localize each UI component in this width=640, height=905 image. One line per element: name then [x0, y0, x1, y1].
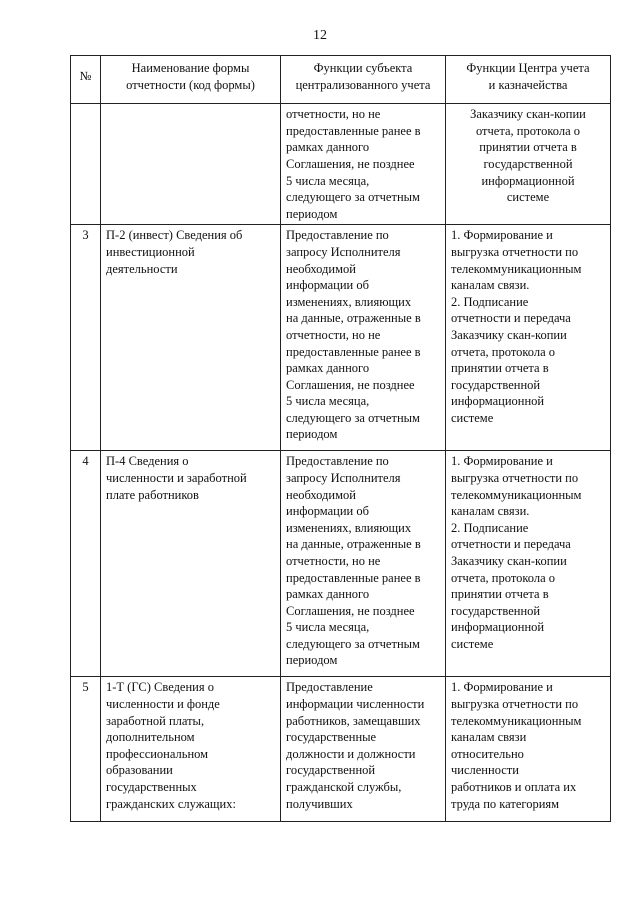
subject-functions-cell: Предоставление по запросу Исполнителя необходимой информации об изменениях, влияющих на данные, отраженные в отчетности, но не предоставленные ранее в рамках данного Соглашения, не позднее 5 числа месяца, следующего за отчетным периодом [281, 451, 446, 677]
subject-functions-cell: Предоставление информации численности работников, замещавших государственные должности и должности государственной гражданской службы, получивших [281, 677, 446, 822]
center-functions-cell: 1. Формирование и выгрузка отчетности по телекоммуникационным каналам связи. 2. Подписание отчетности и передача Заказчику скан-копии отчета, протокола о принятии отчета в государственной информационной системе [446, 225, 611, 451]
form-name-cell [101, 104, 281, 225]
row-number [71, 104, 101, 225]
center-functions-cell: 1. Формирование и выгрузка отчетности по телекоммуникационным каналам связи относительно численности работников и оплата их труда по категориям [446, 677, 611, 822]
table-row [71, 104, 611, 225]
table-row [71, 225, 611, 451]
header-subject-functions: Функции субъекта централизованного учета [281, 56, 446, 104]
row-number: 4 [71, 451, 101, 677]
table-row [71, 451, 611, 677]
row-number: 5 [71, 677, 101, 822]
page-number: 12 [313, 28, 327, 43]
header-number: № [71, 56, 101, 104]
subject-functions-cell: Предоставление по запросу Исполнителя необходимой информации об изменениях, влияющих на данные, отраженные в отчетности, но не предоставленные ранее в рамках данного Соглашения, не позднее 5 числа месяца, следующего за отчетным периодом [281, 225, 446, 451]
center-functions-cell: 1. Формирование и выгрузка отчетности по телекоммуникационным каналам связи. 2. Подписание отчетности и передача Заказчику скан-копии отчета, протокола о принятии отчета в государственной информационной системе [446, 451, 611, 677]
subject-functions-cell: отчетности, но не предоставленные ранее в рамках данного Соглашения, не позднее 5 числа месяца, следующего за отчетным периодом [281, 104, 446, 225]
form-name-cell: П-2 (инвест) Сведения об инвестиционной деятельности [101, 225, 281, 451]
form-name-cell: 1-Т (ГС) Сведения о численности и фонде заработной платы, дополнительном профессиональном образовании государственных гражданских служащих: [101, 677, 281, 822]
table-header-row [71, 56, 611, 104]
center-functions-cell: Заказчику скан-копии отчета, протокола о принятии отчета в государственной информационной системе [446, 104, 611, 225]
header-form-name: Наименование формы отчетности (код формы) [101, 56, 281, 104]
header-center-functions: Функции Центра учета и казначейства [446, 56, 611, 104]
form-name-cell: П-4 Сведения о численности и заработной плате работников [101, 451, 281, 677]
row-number: 3 [71, 225, 101, 451]
reporting-functions-table [70, 55, 611, 822]
table-row [71, 677, 611, 822]
